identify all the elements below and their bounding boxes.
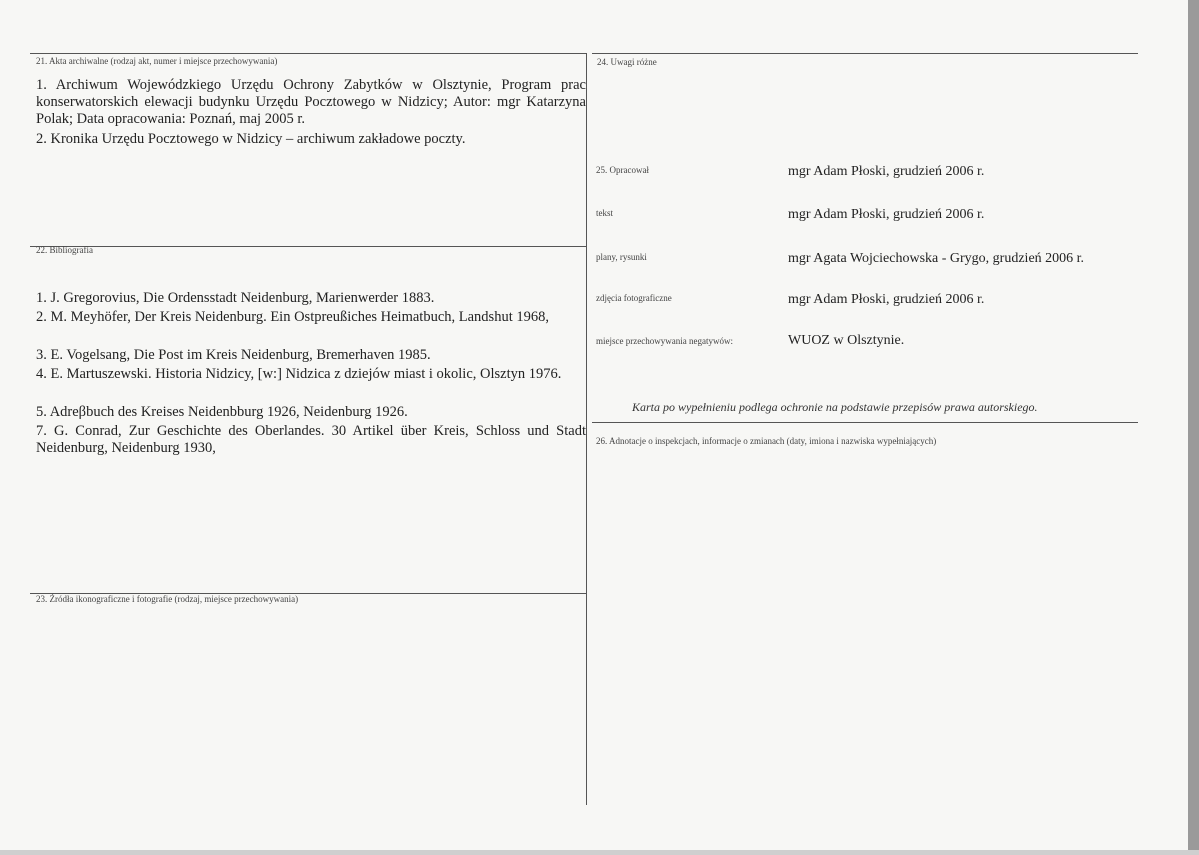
section-25-row-4-label: zdjęcia fotograficzne [596,293,672,303]
section-21-item-2: 2. Kronika Urzędu Pocztowego w Nidzicy – archiwum zakładowe poczty. [36,131,466,147]
scan-edge-right [1188,0,1199,855]
section-26-label: 26. Adnotacje o inspekcjach, informacje o zmianach (daty, imiona i nazwiska wypełniających) [596,436,937,446]
section-22-item-2: 2. M. Meyhöfer, Der Kreis Neidenburg. Ein Ostpreußiches Heimatbuch, Landshut 1968, [36,309,549,325]
copyright-note: Karta po wypełnieniu podlega ochronie na podstawie przepisów prawa autorskiego. [632,400,1038,414]
section-24-label: 24. Uwagi różne [597,57,657,67]
section-22-label: 22. Bibliografia [36,245,93,255]
divider-21-22 [30,246,587,247]
section-22-item-6: 7. G. Conrad, Zur Geschichte des Oberlandes. 30 Artikel über Kreis, Schloss und Stadt Neidenburg, Neidenburg 1930, [36,423,586,456]
section-25-row-2-label: tekst [596,208,613,218]
section-25-row-3-label: plany, rysunki [596,252,647,262]
section-25-row-1-value: mgr Adam Płoski, grudzień 2006 r. [788,164,985,179]
section-21-item-1: 1. Archiwum Wojewódzkiego Urzędu Ochrony Zabytków w Olsztynie, Program prac konserwatorskich elewacji budynku Urzędu Pocztowego w Nidzicy; Autor: mgr Katarzyna Polak; Data opracowania: Poznań, maj 2005 r. [36,77,586,127]
divider-25-26 [592,422,1138,423]
section-22-item-1: 1. J. Gregorovius, Die Ordensstadt Neidenburg, Marienwerder 1883. [36,290,435,306]
scan-edge-bottom [0,850,1199,855]
section-22-item-5: 5. Adreβbuch des Kreises Neidenbburg 1926, Neidenburg 1926. [36,404,408,420]
section-25-row-5-label: miejsce przechowywania negatywów: [596,336,733,346]
section-25-row-1-label: 25. Opracował [596,165,649,175]
divider-top-left [30,53,587,54]
divider-top-right [592,53,1138,54]
divider-vertical-center [586,53,587,805]
section-25-row-4-value: mgr Adam Płoski, grudzień 2006 r. [788,292,985,307]
section-25-row-3-value: mgr Agata Wojciechowska - Grygo, grudzień 2006 r. [788,251,1085,266]
section-22-item-4: 4. E. Martuszewski. Historia Nidzicy, [w:] Nidzica z dziejów miast i okolic, Olsztyn 1976. [36,366,562,382]
section-23-label: 23. Źródła ikonograficzne i fotografie (rodzaj, miejsce przechowywania) [36,594,299,604]
section-21-label: 21. Akta archiwalne (rodzaj akt, numer i miejsce przechowywania) [36,56,278,66]
section-25-row-2-value: mgr Adam Płoski, grudzień 2006 r. [788,207,985,222]
section-25-row-5-value: WUOZ w Olsztynie. [788,333,905,348]
section-22-item-3: 3. E. Vogelsang, Die Post im Kreis Neidenburg, Bremerhaven 1985. [36,347,431,363]
